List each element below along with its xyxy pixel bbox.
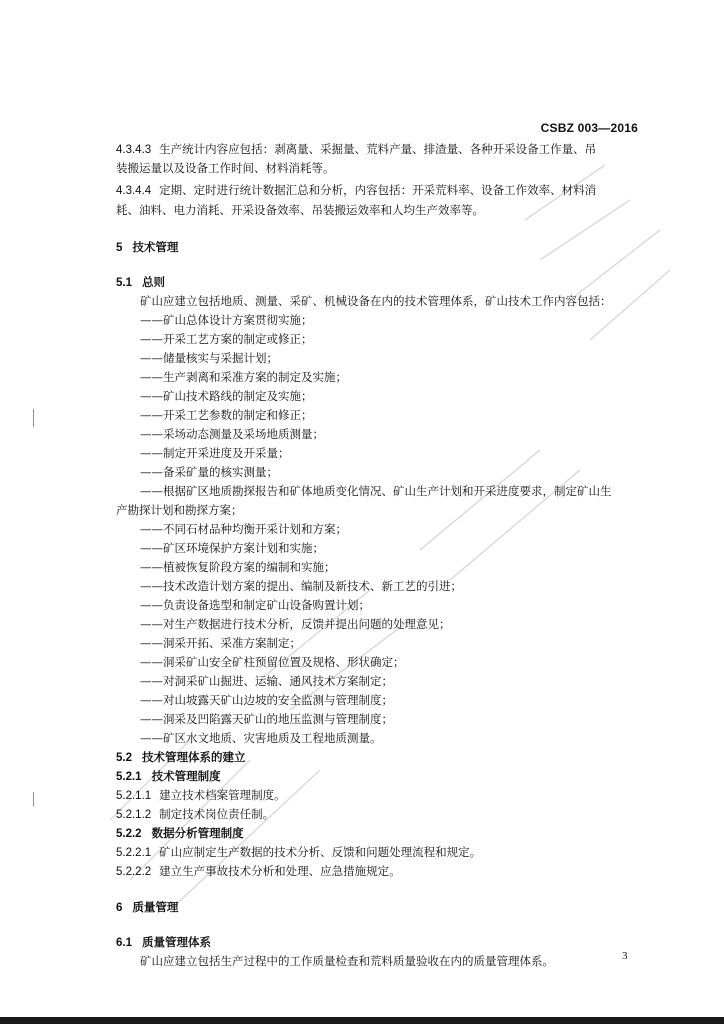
- text-line: [140, 313, 313, 327]
- section-heading: [116, 769, 221, 784]
- clause-text: 数据分析管理制度: [151, 826, 244, 840]
- text-line: [140, 294, 612, 308]
- clause-text: 产勘探计划和勘探方案；: [116, 503, 243, 517]
- clause-text: ——矿区水文地质、灾害地质及工程地质测量。: [140, 731, 382, 745]
- text-line: [140, 579, 462, 593]
- clause-number: 5.2.1.2: [116, 809, 152, 821]
- text-line: [116, 788, 286, 803]
- clause-text: ——洞采矿山安全矿柱预留位置及规格、形状确定；: [140, 655, 405, 669]
- clause-text: ——对山坡露天矿山边坡的安全监测与管理制度；: [140, 693, 393, 707]
- clause-text: ——洞采开拓、采准方案制定；: [140, 636, 301, 650]
- clause-text: ——开采工艺参数的制定和修正；: [140, 408, 313, 422]
- clause-number: 4.3.4.4: [116, 185, 152, 197]
- clause-text: 质量管理体系: [142, 935, 211, 949]
- clause-text: ——不同石材品种均衡开采计划和方案；: [140, 522, 347, 536]
- section-heading: [116, 240, 178, 255]
- text-line: [140, 560, 336, 574]
- clause-text: ——技术改造计划方案的提出、编制及新技术、新工艺的引进；: [140, 579, 462, 593]
- text-line: [140, 598, 370, 612]
- clause-number: 5.2: [116, 752, 132, 764]
- text-line: [116, 807, 274, 822]
- section-heading: [116, 935, 211, 950]
- clause-text: 装搬运量以及设备工作时间、材料消耗等。: [116, 161, 335, 175]
- text-line: [140, 370, 347, 384]
- scan-bottom-edge: [0, 1017, 724, 1024]
- clause-text: ——对洞采矿山掘进、运输、通风技术方案制定；: [140, 674, 393, 688]
- clause-number: 5: [116, 242, 123, 254]
- text-line: [140, 465, 278, 479]
- section-heading: [116, 275, 165, 290]
- text-line: [140, 446, 290, 460]
- scan-mark-left-upper: [33, 409, 34, 427]
- clause-text: 生产统计内容应包括：剥离量、采掘量、荒料产量、排渣量、各种开采设备工作量、吊: [159, 142, 597, 156]
- text-line: [140, 484, 612, 498]
- text-line: [140, 636, 301, 650]
- clause-text: ——采场动态测量及采场地质测量；: [140, 427, 324, 441]
- text-line: [140, 655, 405, 669]
- clause-number: 5.2.2: [116, 828, 142, 840]
- clause-text: 技术管理: [132, 240, 179, 254]
- clause-text: ——矿山总体设计方案贯彻实施；: [140, 313, 313, 327]
- text-line: [116, 142, 596, 157]
- text-line: [140, 522, 347, 536]
- clause-text: ——开采工艺方案的制定或修正；: [140, 332, 313, 346]
- text-line: [140, 674, 393, 688]
- scan-mark-left-lower: [33, 792, 34, 806]
- text-line: [116, 183, 596, 198]
- clause-number: 5.1: [116, 277, 132, 289]
- clause-text: 建立技术档案管理制度。: [159, 788, 286, 802]
- section-heading: [116, 750, 246, 765]
- text-line: [116, 845, 481, 860]
- clause-text: ——矿区环境保护方案计划和实施；: [140, 541, 324, 555]
- clause-text: 矿山应建立包括生产过程中的工作质量检查和荒料质量验收在内的质量管理体系。: [140, 954, 554, 968]
- text-line: [140, 427, 324, 441]
- clause-text: ——植被恢复阶段方案的编制和实施；: [140, 560, 336, 574]
- text-line: [140, 712, 393, 726]
- clause-text: ——制定开采进度及开采量；: [140, 446, 290, 460]
- clause-text: 技术管理制度: [151, 769, 221, 783]
- clause-text: 建立生产事故技术分析和处理、应急措施规定。: [159, 864, 401, 878]
- clause-text: ——矿山技术路线的制定及实施；: [140, 389, 313, 403]
- text-line: [140, 389, 313, 403]
- clause-number: 5.2.2.2: [116, 866, 152, 878]
- text-line: [140, 541, 324, 555]
- clause-number: 5.2.2.1: [116, 847, 152, 859]
- clause-text: 制定技术岗位责任制。: [159, 807, 275, 821]
- clause-text: ——生产剥离和采准方案的制定及实施；: [140, 370, 347, 384]
- section-heading: [116, 900, 178, 915]
- text-line: [116, 203, 484, 217]
- clause-text: ——洞采及凹陷露天矿山的地压监测与管理制度；: [140, 712, 393, 726]
- standard-code: CSBZ 003—2016: [540, 121, 638, 135]
- clause-text: 矿山应建立包括地质、测量、采矿、机械设备在内的技术管理体系，矿山技术工作内容包括：: [140, 294, 612, 308]
- clause-text: 矿山应制定生产数据的技术分析、反馈和问题处理流程和规定。: [159, 845, 482, 859]
- text-line: [140, 408, 313, 422]
- text-line: [140, 617, 451, 631]
- text-line: [140, 693, 393, 707]
- clause-number: 4.3.4.3: [116, 144, 152, 156]
- clause-text: 技术管理体系的建立: [142, 750, 246, 764]
- clause-text: 定期、定时进行统计数据汇总和分析，内容包括：开采荒料率、设备工作效率、材料消: [159, 183, 597, 197]
- text-line: [116, 864, 401, 879]
- clause-text: 总则: [142, 275, 165, 289]
- section-heading: [116, 826, 244, 841]
- text-line: [140, 332, 313, 346]
- clause-number: 6: [116, 902, 123, 914]
- clause-text: ——对生产数据进行技术分析，反馈并提出问题的处理意见；: [140, 617, 451, 631]
- text-line: [140, 954, 554, 968]
- clause-number: 5.2.1.1: [116, 790, 152, 802]
- text-line: [140, 731, 382, 745]
- clause-number: 5.2.1: [116, 771, 142, 783]
- clause-number: 6.1: [116, 937, 132, 949]
- text-line: [116, 503, 243, 517]
- page-number: 3: [622, 950, 628, 962]
- clause-text: ——备采矿量的核实测量；: [140, 465, 278, 479]
- clause-text: ——根据矿区地质勘探报告和矿体地质变化情况、矿山生产计划和开采进度要求，制定矿山生: [140, 484, 612, 498]
- text-line: [140, 351, 278, 365]
- clause-text: 耗、油料、电力消耗、开采设备效率、吊装搬运效率和人均生产效率等。: [116, 203, 484, 217]
- clause-text: 质量管理: [132, 900, 179, 914]
- clause-text: ——负责设备选型和制定矿山设备购置计划；: [140, 598, 370, 612]
- clause-text: ——储量核实与采掘计划；: [140, 351, 278, 365]
- text-line: [116, 161, 335, 175]
